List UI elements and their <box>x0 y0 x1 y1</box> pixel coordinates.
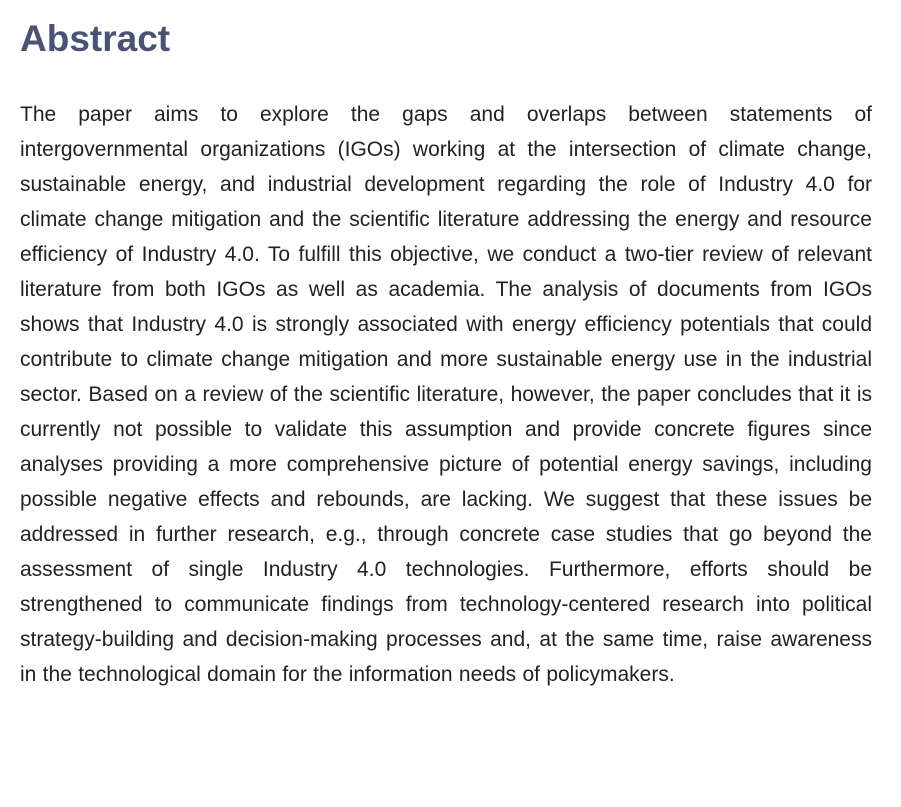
section-heading: Abstract <box>20 18 171 59</box>
abstract-paragraph: The paper aims to explore the gaps and overlaps between statements of intergovernmental organizations (IGOs) working at the intersection of climate change, sustainable energy, and industrial development regarding the role of Industry 4.0 for climate change mitigation and the scientific literature addressing the energy and resource efficiency of Industry 4.0. To fulfill this objective, we conduct a two-tier review of relevant literature from both IGOs as well as academia. The analysis of documents from IGOs shows that Industry 4.0 is strongly associated with energy efficiency potentials that could contribute to climate change mitigation and more sustainable energy use in the industrial sector. Based on a review of the scientific literature, however, the paper concludes that it is currently not possible to validate this assumption and provide concrete figures since analyses providing a more comprehensive picture of potential energy savings, including possible negative effects and rebounds, are lacking. We suggest that these issues be addressed in further research, e.g., through concrete case studies that go beyond the assessment of single Industry 4.0 technologies. Furthermore, efforts should be strengthened to communicate findings from technology-centered research into political strategy-building and decision-making processes and, at the same time, raise awareness in the technological domain for the information needs of policymakers. <box>20 103 872 686</box>
abstract-section <box>20 0 872 692</box>
